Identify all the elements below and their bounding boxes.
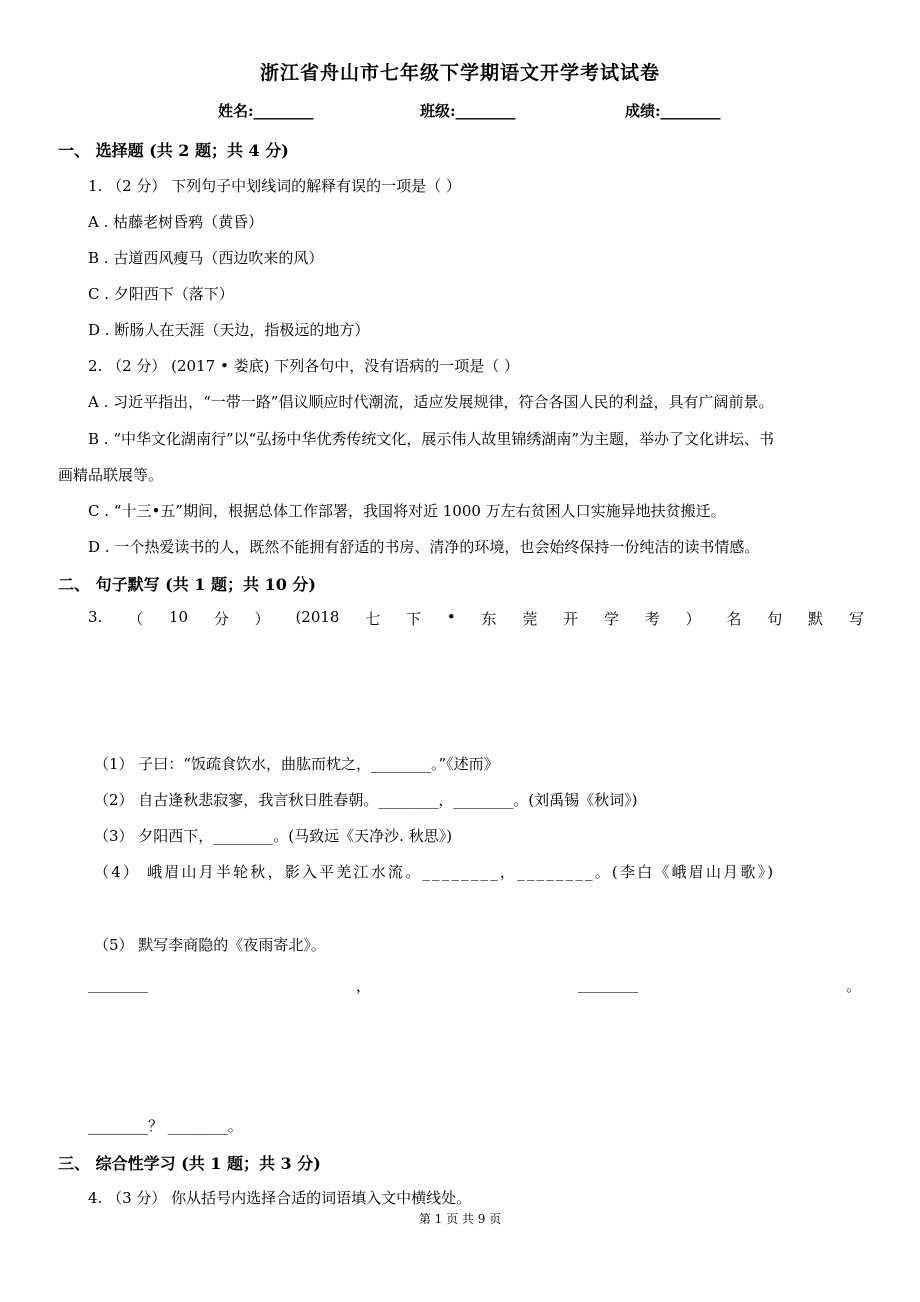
page-footer: 第 1 页 共 9 页 (418, 1212, 502, 1226)
sub-question-5: （5） 默写李商隐的《夜雨寄北》。 (94, 936, 326, 954)
stem-part: 分 (213, 610, 229, 628)
stem-part: • (446, 608, 456, 626)
option-d: D . 一个热爱读书的人，既然不能拥有舒适的书房、清净的环境，也会始终保持一份纯洁的读书情感。 (88, 538, 760, 556)
question-stem (88, 608, 864, 629)
option-d: D . 断肠人在天涯（天边，指极远的地方） (88, 321, 370, 339)
option-c: C . 夕阳西下（落下） (88, 285, 234, 303)
sub-question-3: （3） 夕阳西下，________。(马致远《天净沙. 秋思》) (94, 827, 453, 845)
option-b-continued: 画精品联展等。 (58, 466, 164, 484)
stem-part: 下 (406, 610, 422, 628)
section-heading: 一、 选择题 (共 2 题；共 4 分) (58, 141, 289, 160)
stem-part: 考 (644, 610, 660, 628)
option-c: C . “十三•五”期间，根据总体工作部署，我国将对近 1000 万左右贫困人口实施异地扶贫搬迁。 (88, 502, 726, 520)
stem-part: （ (128, 610, 144, 628)
score-field: 成绩:________ (625, 102, 721, 120)
option-a: A . 枯藤老树昏鸦（黄昏） (88, 213, 264, 231)
question-stem: 2. （2 分） (2017 • 娄底) 下列各句中，没有语病的一项是（ ） (88, 357, 519, 375)
class-field: 班级:________ (420, 102, 516, 120)
stem-part: 10 (168, 608, 189, 626)
option-b: B . “中华文化湖南行”以“弘扬中华优秀传统文化，展示伟人故里锦绣湖南”为主题，举办了文化讲坛、书 (88, 430, 775, 448)
answer-blank: ________ (88, 975, 148, 993)
stem-part: 七 (365, 610, 381, 628)
stem-part: 写 (848, 610, 864, 628)
page-title: 浙江省舟山市七年级下学期语文开学考试试卷 (259, 62, 660, 84)
stem-part: 3. (88, 608, 103, 626)
stem-part: ） (254, 610, 270, 628)
stem-part: 学 (603, 610, 619, 628)
stem-part: 句 (767, 610, 783, 628)
stem-part: ） (685, 610, 701, 628)
answer-blank-line: ________？ ________。 (88, 1117, 243, 1135)
stem-part: 东 (481, 610, 497, 628)
sub-question-4: （4） 峨眉山月半轮秋，影入平羌江水流。________，________。(李白《峨眉山月歌》) (94, 863, 776, 881)
section-heading: 二、 句子默写 (共 1 题；共 10 分) (58, 575, 316, 594)
question-stem: 1. （2 分） 下列句子中划线词的解释有误的一项是（ ） (88, 177, 461, 195)
sub-question-1: （1） 子曰：“饭疏食饮水，曲肱而枕之，________。”《述而》 (94, 755, 499, 773)
question-stem: 4. （3 分） 你从括号内选择合适的词语填入文中横线处。 (88, 1189, 472, 1207)
stem-part: 名 (726, 610, 742, 628)
stem-part: 莞 (522, 610, 538, 628)
stem-part: 开 (563, 610, 579, 628)
comma: ， (356, 977, 372, 995)
option-b: B . 古道西风瘦马（西边吹来的风） (88, 249, 324, 267)
section-heading: 三、 综合性学习 (共 1 题；共 3 分) (58, 1154, 321, 1173)
option-a: A . 习近平指出，“一带一路”倡议顺应时代潮流，适应发展规律，符合各国人民的利益，具有广阔前景。 (88, 393, 774, 411)
answer-blank: ________ (578, 975, 638, 993)
sub-question-2: （2） 自古逢秋悲寂寥，我言秋日胜春朝。________，________。(刘禹锡《秋词》) (94, 791, 638, 809)
period: 。 (846, 977, 862, 995)
stem-part: 默 (808, 610, 824, 628)
stem-part: (2018 (295, 608, 340, 626)
name-field: 姓名:________ (218, 102, 314, 120)
